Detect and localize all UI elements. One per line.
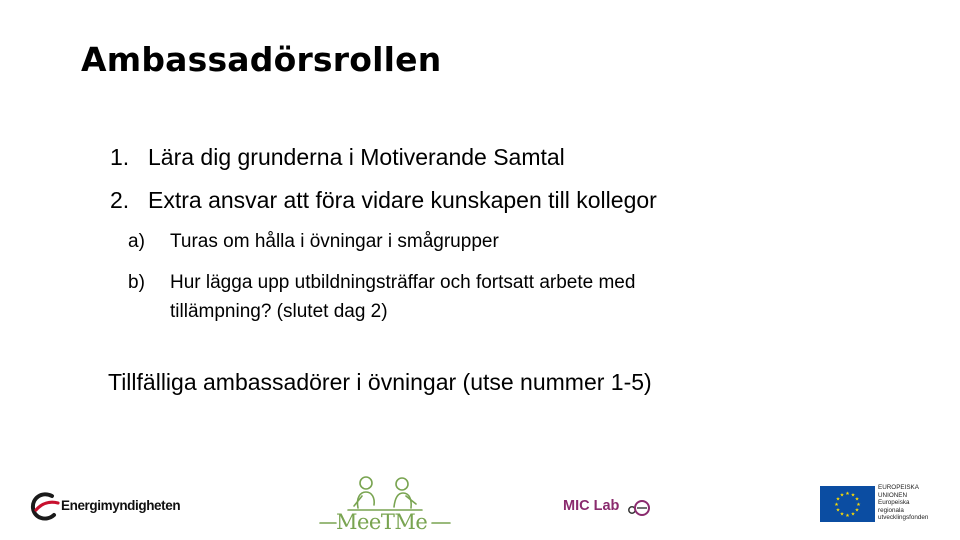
eu-flag-icon (820, 486, 875, 522)
sub-item-a (128, 227, 499, 256)
list-number: 2. (110, 187, 130, 213)
list-text: Extra ansvar att föra vidare kunskapen till kollegor (148, 187, 657, 213)
energimyndigheten-logo (30, 488, 181, 524)
eu-star-icon: ★ (850, 511, 856, 518)
slide-title: Ambassadörsrollen (81, 40, 442, 79)
sub-letter: b) (128, 272, 145, 293)
miclab-mark-icon (625, 497, 655, 519)
eu-star-icon: ★ (835, 496, 841, 503)
energimyndigheten-emblem-icon (30, 489, 60, 523)
eu-star-icon: ★ (854, 507, 860, 514)
meetme-logo (318, 474, 452, 534)
eu-logo (820, 484, 960, 524)
list-number: 1. (110, 144, 130, 170)
slide-note: Tillfälliga ambassadörer i övningar (utse nummer 1-5) (108, 369, 652, 395)
eu-star-icon: ★ (845, 513, 850, 519)
meetme-name: MeeTMe (336, 510, 428, 534)
eu-star-icon: ★ (845, 491, 850, 497)
eu-star-icon: ★ (835, 507, 841, 514)
miclab-logo (563, 495, 655, 521)
sub-text: Hur lägga upp utbildningsträffar och fortsatt arbete med (170, 272, 636, 293)
eu-star-icon: ★ (856, 502, 861, 508)
sub-letter: a) (128, 231, 145, 252)
miclab-name: MIC Lab (563, 498, 620, 514)
list-item-1 (110, 144, 565, 171)
eu-star-icon: ★ (850, 492, 856, 499)
eu-star-icon: ★ (854, 496, 860, 503)
list-item-2 (110, 187, 657, 214)
sub-item-b (128, 268, 635, 326)
energimyndigheten-name: Energimyndigheten (61, 498, 181, 513)
sub-text: Turas om hålla i övningar i smågrupper (170, 231, 499, 252)
eu-star-icon: ★ (839, 511, 845, 518)
list-text: Lära dig grunderna i Motiverande Samtal (148, 144, 565, 170)
eu-fund-text: EUROPEISKA UNIONEN Europeiska regionala utvecklingsfonden (878, 484, 929, 522)
eu-star-icon: ★ (839, 492, 845, 499)
sub-text-continuation: tillämpning? (slutet dag 2) (170, 301, 388, 322)
eu-star-icon: ★ (834, 502, 839, 508)
eu-stars-icon (820, 486, 875, 522)
